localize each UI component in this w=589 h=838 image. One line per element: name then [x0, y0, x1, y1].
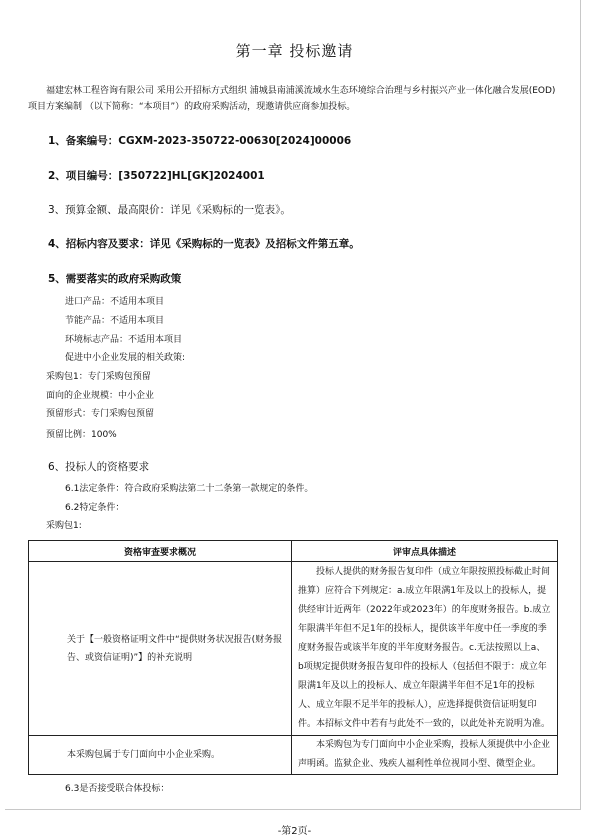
section-content: 4、招标内容及要求：详见《采购标的一览表》及招标文件第五章。 — [48, 238, 360, 250]
package-scale: 面向的企业规模：中小企业 — [46, 391, 155, 401]
section-project-number: 2、项目编号：[350722]HL[GK]2024001 — [48, 170, 265, 182]
table-header: 评审点具体描述 — [292, 541, 558, 562]
section-filing-number: 1、备案编号：CGXM-2023-350722-00630[2024]00006 — [48, 135, 352, 147]
policy-import: 进口产品：不适用本项目 — [65, 297, 165, 307]
table-header-row — [29, 541, 558, 562]
policy-energy: 节能产品：不适用本项目 — [65, 316, 165, 326]
package-ratio: 预留比例：100% — [46, 430, 117, 440]
policy-sme: 促进中小企业发展的相关政策: — [65, 353, 186, 363]
section-qualification: 6、投标人的资格要求 — [48, 461, 150, 473]
qualification-table — [28, 540, 558, 775]
legal-conditions: 6.1法定条件：符合政府采购法第二十二条第一款规定的条件。 — [65, 484, 314, 494]
table-row — [29, 562, 558, 736]
intro-paragraph: 福建宏林工程咨询有限公司 采用公开招标方式组织 浦城县南浦溪流域水生态环境综合治理与乡村振兴产业一体化融合发展(EOD)项目方案编制 （以下简称：“本项目”）的政府采购活动，现邀请供应商参加投标。 — [28, 86, 556, 112]
consortium-bid: 6.3是否接受联合体投标： — [65, 784, 170, 794]
section-policy: 5、需要落实的政府采购政策 — [48, 273, 182, 285]
package-form: 预留形式：专门采购包预留 — [46, 409, 155, 419]
table-cell: 本采购包为专门面向中小企业采购，投标人须提供中小企业声明函。监狱企业、残疾人福利性单位视同小型、微型企业。 — [292, 736, 558, 775]
page-number: -第2页- — [277, 826, 312, 837]
specific-conditions: 6.2特定条件： — [65, 503, 125, 513]
policy-environment: 环境标志产品：不适用本项目 — [65, 335, 183, 345]
chapter-title: 第一章 投标邀请 — [235, 42, 354, 60]
table-cell: 投标人提供的财务报告复印件（成立年限按照投标截止时间推算）应符合下列规定：a.成立年限满1年及以上的投标人，提供经审计近两年（2022年或2023年）的年度财务报告。b.成立年限满半年但不足1年的投标人，提供该半年度中任一季度的季度财务报告或该半年度的半年度财务报告。c.无法按照以上a、b项规定提供财务报告复印件的投标人（包括但不限于：成立年限满1年及以上的投标人、成立年限满半年但不足1年的投标人、成立年限不足半年的投标人），应选择提供资信证明复印件。本招标文件中若有与此处不一致的，以此处补充说明为准。 — [292, 562, 558, 736]
section-budget: 3、预算金额、最高限价：详见《采购标的一览表》。 — [48, 204, 291, 216]
package-1-label: 采购包1: — [46, 521, 82, 531]
table-cell: 本采购包属于专门面向中小企业采购。 — [29, 736, 292, 775]
table-header: 资格审查要求概况 — [29, 541, 292, 562]
table-row — [29, 736, 558, 775]
table-cell: 关于【一般资格证明文件中“提供财务状况报告(财务报告、或资信证明)”】的补充说明 — [29, 562, 292, 736]
package-label: 采购包1：专门采购包预留 — [46, 372, 151, 382]
